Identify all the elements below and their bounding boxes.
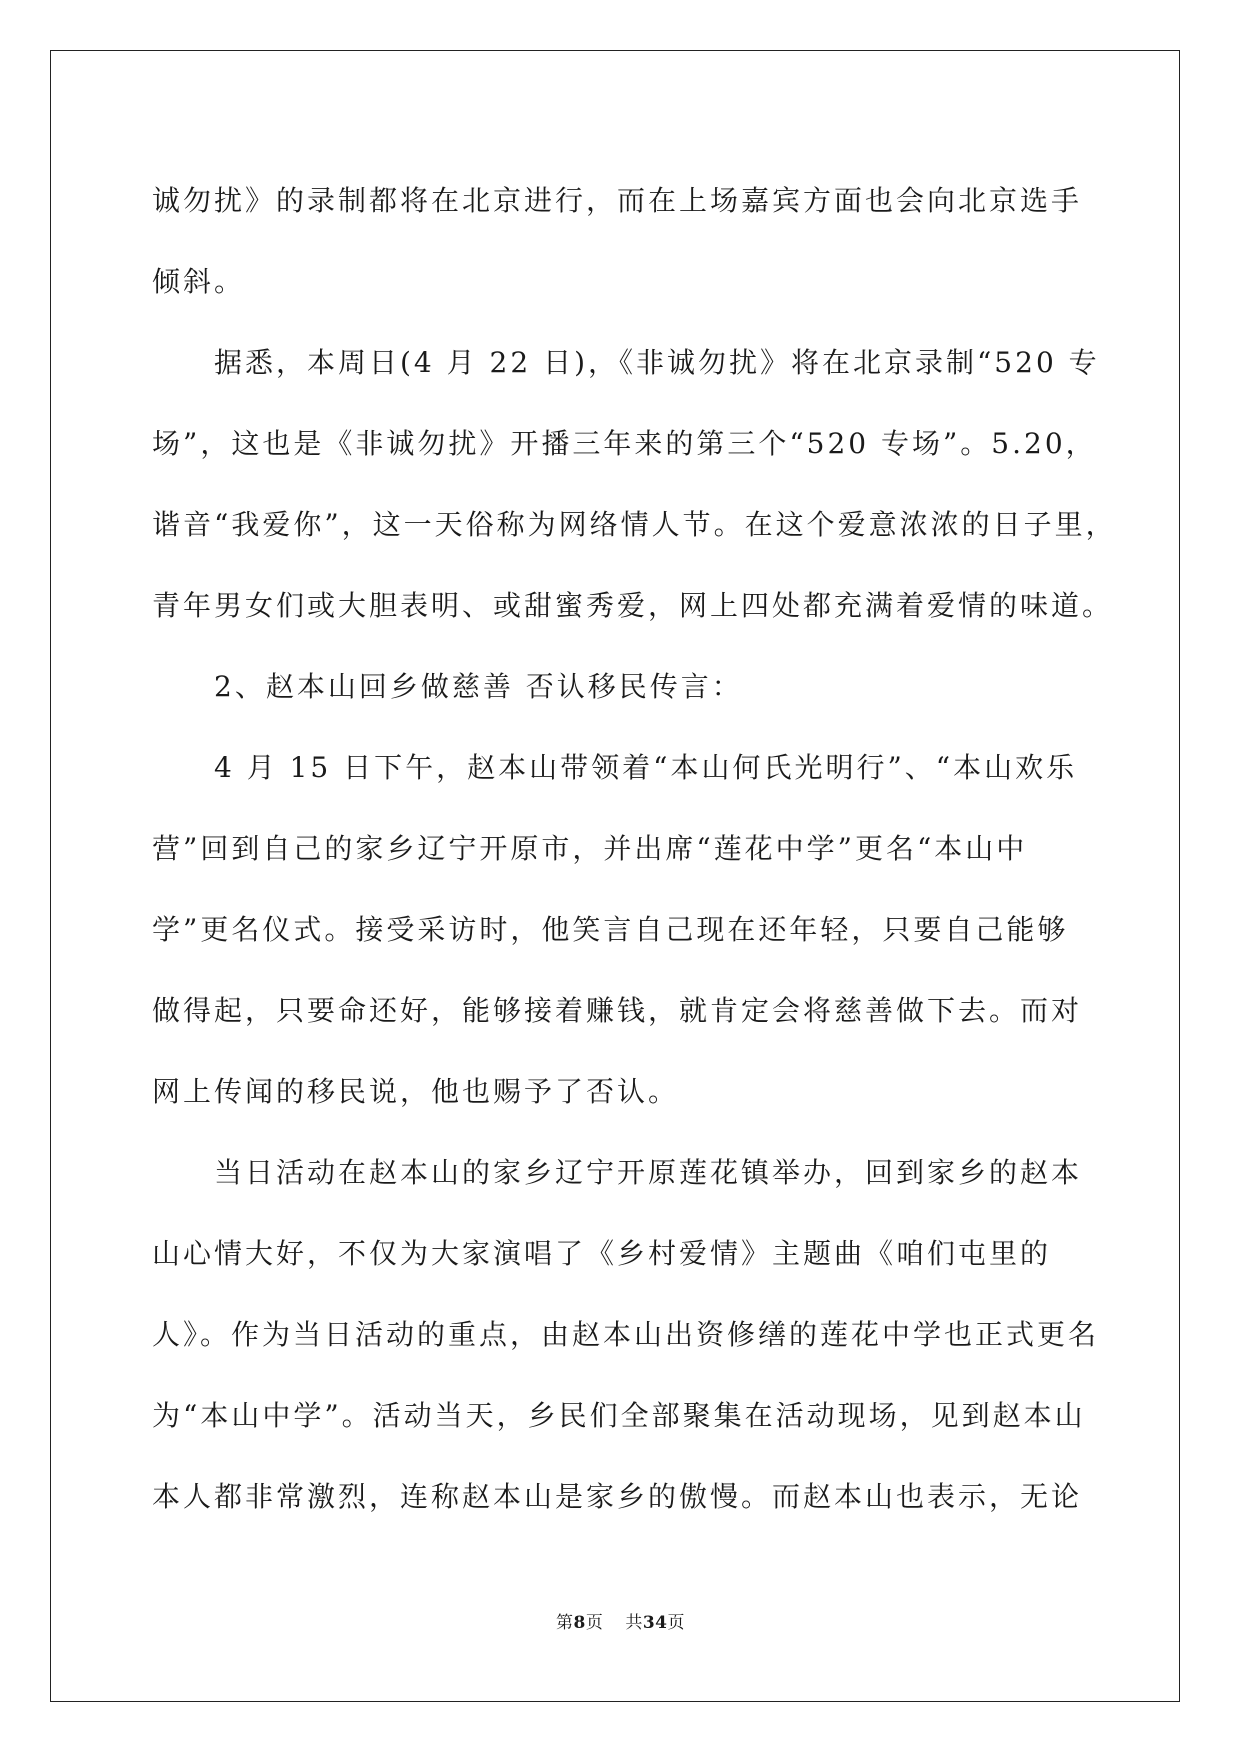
text-line: 诚勿扰》的录制都将在北京进行，而在上场嘉宾方面也会向北京选手 (152, 184, 1083, 217)
paragraph-1 (152, 160, 1092, 322)
text-line: 4 月 15 日下午，赵本山带领着“本山何氏光明行”、“本山欢乐 (214, 751, 1078, 784)
page-total-suffix: 页 (667, 1613, 685, 1633)
page-total-prefix: 共 (625, 1613, 643, 1633)
paragraph-4 (152, 1132, 1100, 1537)
page-total: 34 (642, 1613, 668, 1633)
page-number: 8 (573, 1613, 586, 1633)
text-line: 倾斜。 (152, 265, 246, 298)
page-footer (0, 1608, 1241, 1633)
text-line: 营”回到自己的家乡辽宁开原市，并出席“莲花中学”更名“本山中 (152, 832, 1028, 865)
document-body (152, 160, 1117, 1537)
text-line: 本人都非常激烈，连称赵本山是家乡的傲慢。而赵本山也表示，无论 (152, 1480, 1083, 1513)
text-line: 做得起，只要命还好，能够接着赚钱，就肯定会将慈善做下去。而对 (152, 994, 1083, 1027)
text-line: 谐音“我爱你”，这一天俗称为网络情人节。在这个爱意浓浓的日子里， (152, 508, 1117, 541)
text-line: 场”，这也是《非诚勿扰》开播三年来的第三个“520 专场”。5.20， (152, 427, 1097, 460)
text-line: 网上传闻的移民说，他也赐予了否认。 (152, 1075, 680, 1108)
text-line: 为“本山中学”。活动当天，乡民们全部聚集在活动现场，见到赵本山 (152, 1399, 1086, 1432)
text-line: 青年男女们或大胆表明、或甜蜜秀爱，网上四处都充满着爱情的味道。 (152, 589, 1114, 622)
text-line: 山心情大好，不仅为大家演唱了《乡村爱情》主题曲《咱们屯里的 (152, 1237, 1052, 1270)
section-heading (152, 646, 1092, 727)
paragraph-3 (152, 727, 1092, 1132)
text-line: 当日活动在赵本山的家乡辽宁开原莲花镇举办，回到家乡的赵本 (214, 1156, 1083, 1189)
text-line: 据悉，本周日(4 月 22 日)，《非诚勿扰》将在北京录制“520 专 (214, 346, 1100, 379)
text-line: 2、赵本山回乡做慈善 否认移民传言： (214, 670, 743, 703)
text-line: 人》。作为当日活动的重点，由赵本山出资修缮的莲花中学也正式更名 (152, 1318, 1100, 1351)
text-line: 学”更名仪式。接受采访时，他笑言自己现在还年轻，只要自己能够 (152, 913, 1069, 946)
page-number-suffix: 页 (585, 1613, 604, 1633)
page-number-prefix: 第 (555, 1613, 574, 1633)
paragraph-2 (152, 322, 1117, 646)
